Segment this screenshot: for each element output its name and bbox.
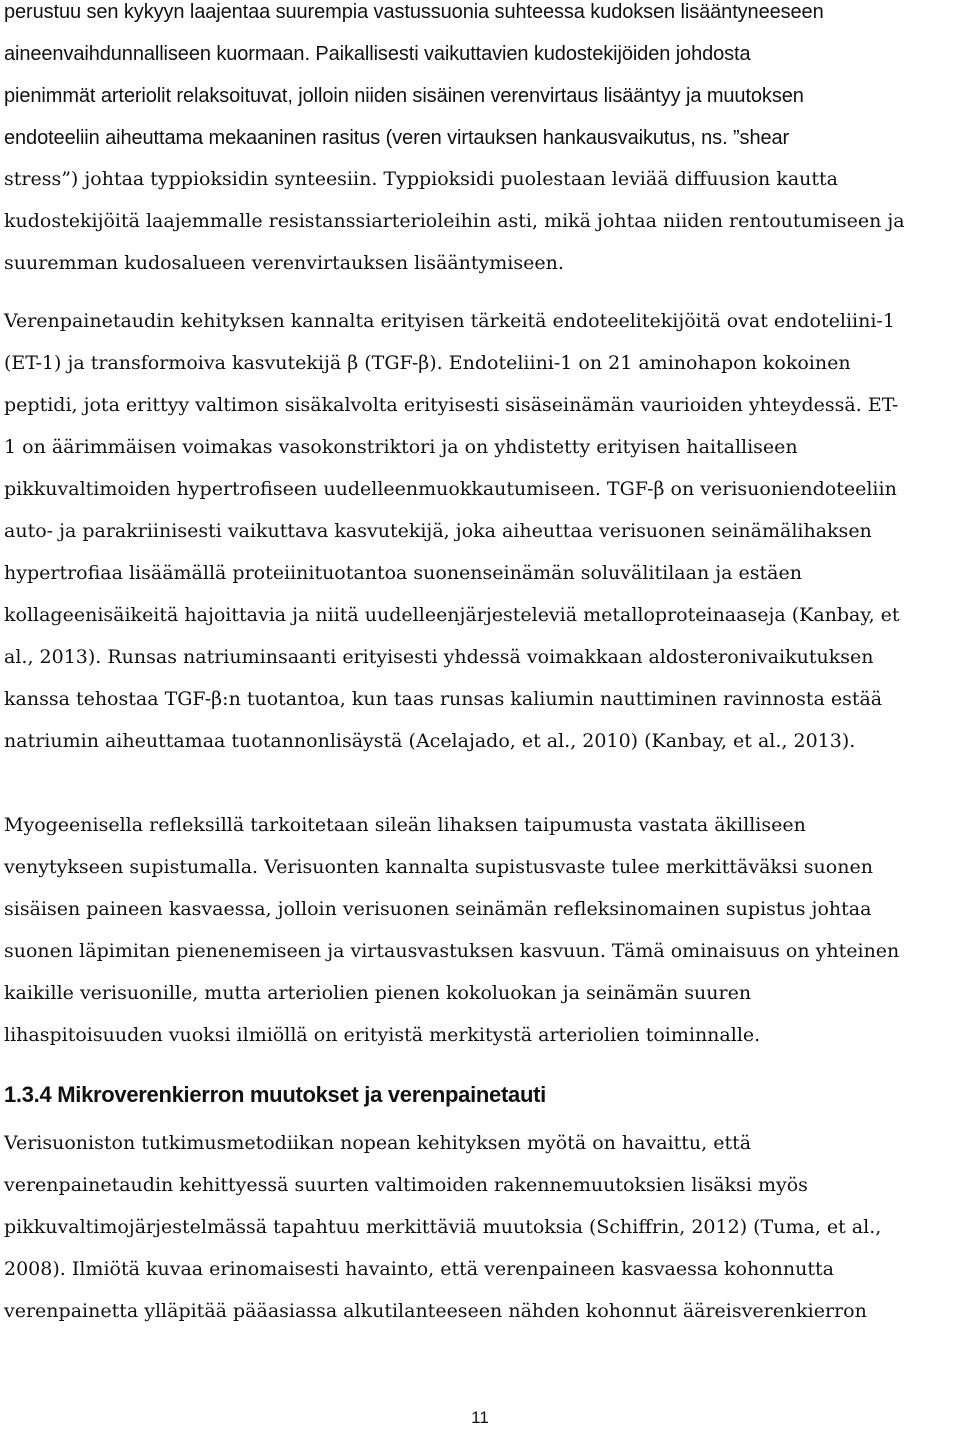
paragraph-1-line-6: kudostekijöitä laajemmalle resistanssiarterioleihin asti, mikä johtaa niiden rentoutumiseen ja <box>4 210 905 232</box>
paragraph-2-line-8: kollageenisäikeitä hajoittavia ja niitä uudelleenjärjesteleviä metalloproteinaaseja (Kanbay, et <box>4 604 900 626</box>
paragraph-2-line-9: al., 2013). Runsas natriuminsaanti erityisesti yhdessä voimakkaan aldosteronivaikutuksen <box>4 646 874 668</box>
paragraph-1-line-7: suuremman kudosalueen verenvirtauksen lisääntymiseen. <box>4 252 564 274</box>
paragraph-1-line-4: endoteeliin aiheuttama mekaaninen rasitus (veren virtauksen hankausvaikutus, ns. ”shear <box>4 127 790 149</box>
paragraph-2-line-6: auto- ja parakriinisesti vaikuttava kasvutekijä, joka aiheuttaa verisuonen seinämälihaksen <box>4 520 872 542</box>
paragraph-1-line-5: stress”) johtaa typpioksidin synteesiin. Typpioksidi puolestaan leviää diffuusion kautta <box>4 168 839 190</box>
paragraph-3-line-3: sisäisen paineen kasvaessa, jolloin verisuonen seinämän refleksinomainen supistus johtaa <box>4 898 872 920</box>
paragraph-4-line-5: verenpainetta ylläpitää pääasiassa alkutilanteeseen nähden kohonnut ääreisverenkierron <box>4 1300 867 1322</box>
paragraph-3-line-2: venytykseen supistumalla. Verisuonten kannalta supistusvaste tulee merkittäväksi suonen <box>4 856 873 878</box>
paragraph-4-line-3: pikkuvaltimojärjestelmässä tapahtuu merkittäviä muutoksia (Schiffrin, 2012) (Tuma, et al., <box>4 1216 882 1238</box>
paragraph-1-line-3: pienimmät arteriolit relaksoituvat, jolloin niiden sisäinen verenvirtaus lisääntyy ja muutoksen <box>4 85 804 107</box>
paragraph-3-line-6: lihaspitoisuuden vuoksi ilmiöllä on erityistä merkitystä arteriolien toiminnalle. <box>4 1024 761 1046</box>
paragraph-2-line-1: Verenpainetaudin kehityksen kannalta erityisen tärkeitä endoteelitekijöitä ovat endoteliini-1 <box>4 310 895 332</box>
paragraph-2-line-4: 1 on äärimmäisen voimakas vasokonstriktori ja on yhdistetty erityisen haitalliseen <box>4 436 798 458</box>
paragraph-4-line-4: 2008). Ilmiötä kuvaa erinomaisesti havainto, että verenpaineen kasvaessa kohonnutta <box>4 1258 834 1280</box>
paragraph-2-line-2: (ET-1) ja transformoiva kasvutekijä β (TGF-β). Endoteliini-1 on 21 aminohapon kokoinen <box>4 352 851 374</box>
paragraph-2-line-5: pikkuvaltimoiden hypertrofiseen uudelleenmuokkautumiseen. TGF-β on verisuoniendoteeliin <box>4 478 897 500</box>
paragraph-2-line-11: natriumin aiheuttamaa tuotannonlisäystä (Acelajado, et al., 2010) (Kanbay, et al., 2013). <box>4 730 856 752</box>
paragraph-1-line-2: aineenvaihdunnalliseen kuormaan. Paikallisesti vaikuttavien kudostekijöiden johdosta <box>4 43 751 65</box>
paragraph-3-line-5: kaikille verisuonille, mutta arteriolien pienen kokoluokan ja seinämän suuren <box>4 982 752 1004</box>
paragraph-3-line-1: Myogeenisella refleksillä tarkoitetaan sileän lihaksen taipumusta vastata äkilliseen <box>4 814 806 836</box>
paragraph-2-line-10: kanssa tehostaa TGF-β:n tuotantoa, kun taas runsas kaliumin nauttiminen ravinnosta estää <box>4 688 883 710</box>
section-heading: 1.3.4 Mikroverenkierron muutokset ja verenpainetauti <box>4 1082 546 1107</box>
paragraph-4-line-2: verenpainetaudin kehittyessä suurten valtimoiden rakennemuutoksien lisäksi myös <box>4 1174 808 1196</box>
paragraph-1-line-1: perustuu sen kykyyn laajentaa suurempia vastussuonia suhteessa kudoksen lisääntyneeseen <box>4 1 824 23</box>
paragraph-3-line-4: suonen läpimitan pienenemiseen ja virtausvastuksen kasvuun. Tämä ominaisuus on yhteinen <box>4 940 900 962</box>
paragraph-2-line-7: hypertrofiaa lisäämällä proteiinituotantoa suonenseinämän soluvälitilaan ja estäen <box>4 562 802 584</box>
paragraph-2-line-3: peptidi, jota erittyy valtimon sisäkalvolta erityisesti sisäseinämän vaurioiden yhteydessä. ET- <box>4 394 899 416</box>
paragraph-4-line-1: Verisuoniston tutkimusmetodiikan nopean kehityksen myötä on havaittu, että <box>4 1132 752 1154</box>
page-number: 11 <box>471 1408 489 1427</box>
